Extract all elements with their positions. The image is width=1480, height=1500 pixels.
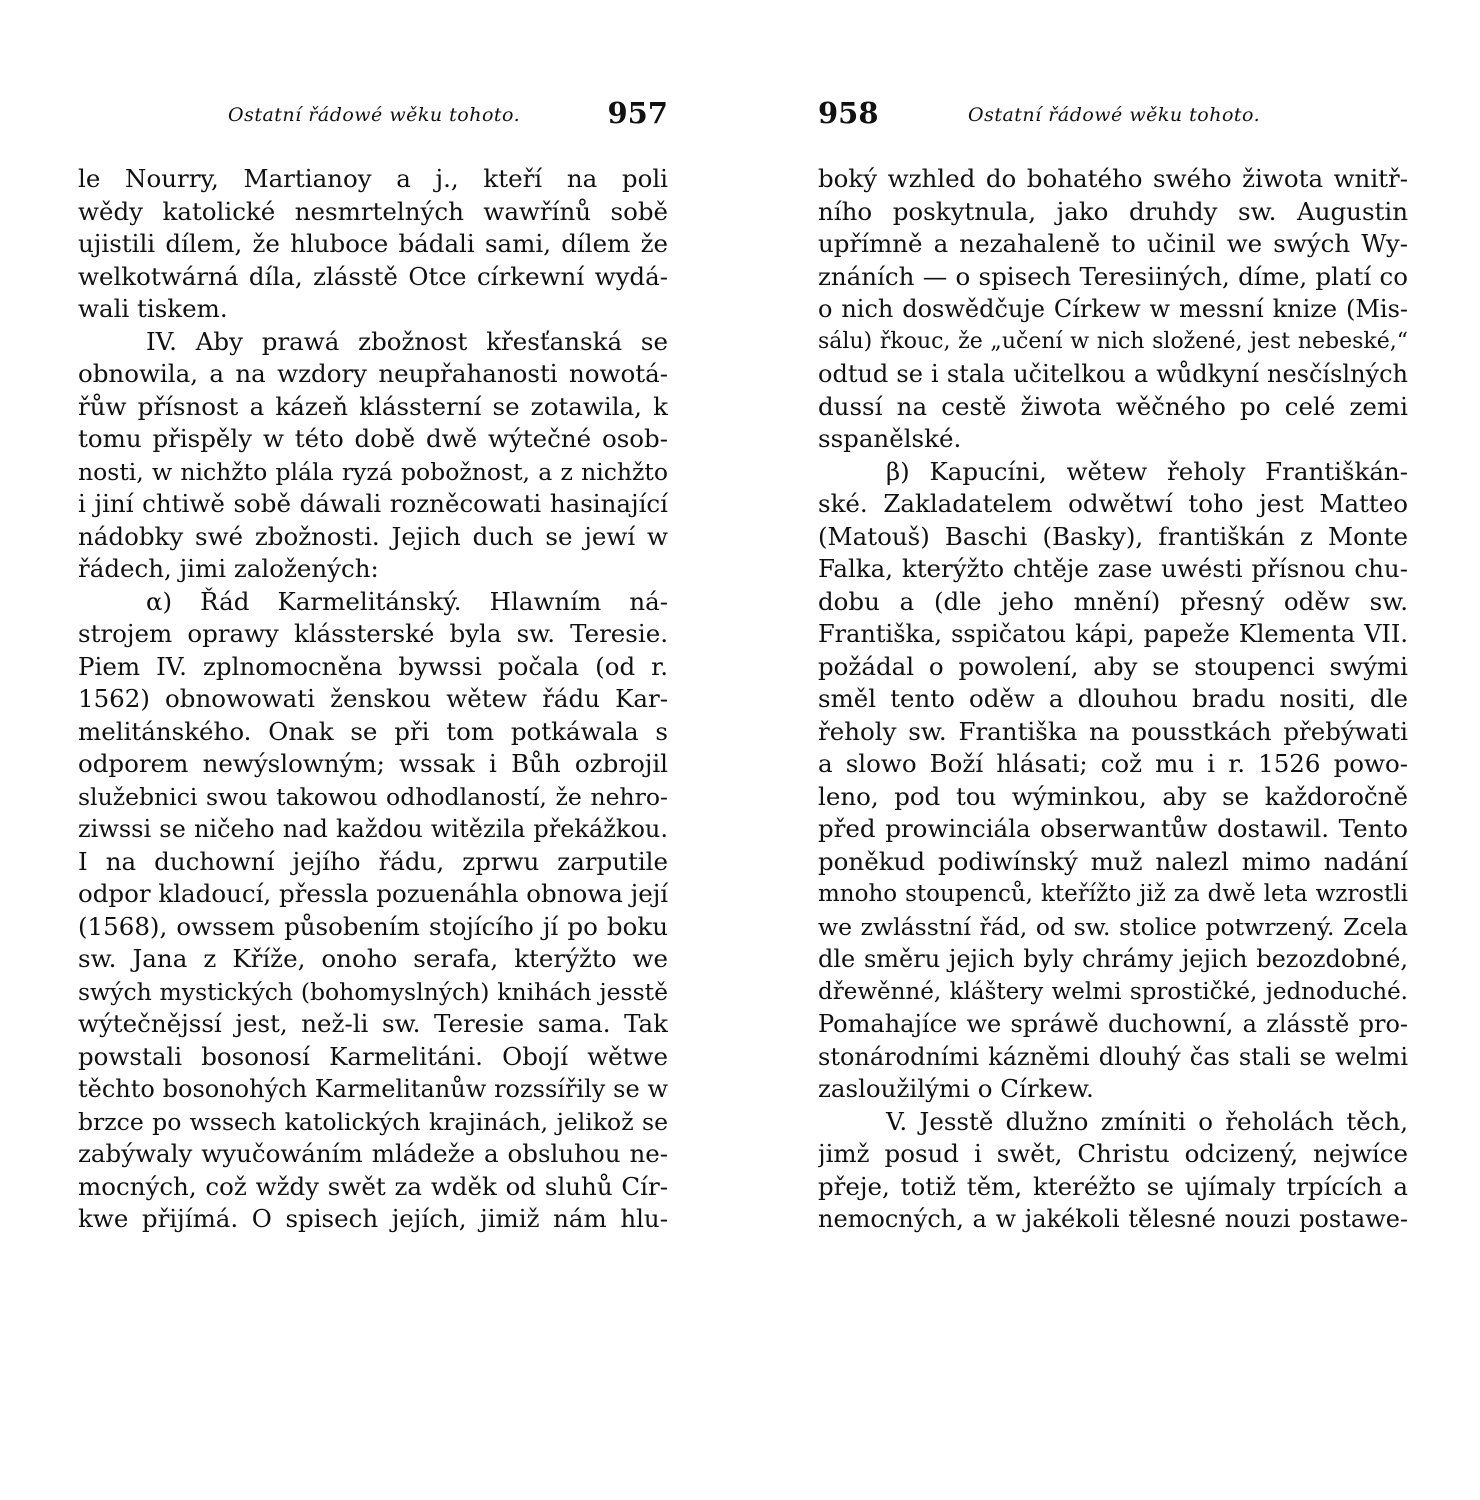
text-line: řůw přísnost a kázeň klássterní se zotawila, k xyxy=(78,391,668,421)
text-line: I na duchowní jejího řádu, zprwu zarputile xyxy=(78,846,668,876)
text-line: β) Kapucíni, wětew řeholy Františkán- xyxy=(886,456,1408,486)
text-line: dobu a (dle jeho mnění) přesný oděw sw. xyxy=(818,586,1408,616)
text-line: 1562) obnowowati ženskou wětew řádu Kar- xyxy=(78,684,668,713)
text-line: melitánského. Onak se při tom potkáwala s xyxy=(78,716,668,746)
text-line: powstali bosonosí Karmelitáni. Obojí wětwe xyxy=(78,1041,668,1071)
text-line: odporem newýslowným; wssak i Bůh ozbrojil xyxy=(78,749,668,778)
text-line: zasloužilými o Církew. xyxy=(818,1074,1094,1103)
left-body-text xyxy=(78,163,668,1236)
text-line: nemocných, a w jakékoli tělesné nouzi postawe- xyxy=(818,1205,1408,1233)
text-line: odpor kladoucí, přessla pozuenáhla obnowa její xyxy=(78,879,668,908)
text-line: ziwssi se ničeho nad každou witězila překážkou. xyxy=(78,815,668,843)
text-line: swých mystických (bohomyslných) knihách jesstě xyxy=(78,977,668,1006)
text-line: le Nourry, Martianoy a j., kteří na poli xyxy=(78,164,668,193)
text-line: (Matouš) Baschi (Basky), františkán z Monte xyxy=(818,521,1408,551)
text-line: sálu) řkouc, že „učení w nich složené, jest nebeské,“ xyxy=(818,328,1408,354)
text-line: leno, pod tou wýminkou, aby se každoročně xyxy=(818,781,1408,811)
text-line: IV. Aby prawá zbožnost křesťanská se xyxy=(146,326,668,356)
text-line: dřewěnné, kláštery welmi sprostičké, jednoduché. xyxy=(818,978,1408,1005)
right-page-header xyxy=(818,96,1408,136)
text-line: (1568), owssem působením stojícího jí po boku xyxy=(78,911,668,941)
right-running-title: Ostatní řádowé wěku tohoto. xyxy=(968,104,1261,126)
text-line: jimž posud i swět, Christu odcizený, nejwíce xyxy=(818,1139,1408,1168)
right-body-text xyxy=(818,163,1408,1236)
text-line: přeje, totiž těm, kteréžto se ujímaly trpících a xyxy=(818,1171,1408,1201)
text-line: dussí na cestě žiwota wěčného po celé zemi xyxy=(818,391,1408,421)
text-line: Františka, sspičatou kápi, papeže Klementa VII. xyxy=(818,620,1408,648)
text-line: brzce po wssech katolických krajinách, jelikož se xyxy=(78,1107,668,1136)
text-line: stonárodními kázněmi dlouhý čas stali se welmi xyxy=(818,1042,1408,1071)
text-line: mnoho stoupenců, kteřížto již za dwě leta wzrostli xyxy=(818,881,1408,907)
text-line: wýtečnějssí jest, než-li sw. Teresie sama. Tak xyxy=(78,1009,668,1038)
text-line: těchto bosonohých Karmelitanůw rozssířily se w xyxy=(78,1075,668,1103)
text-line: odtud se i stala učitelkou a wůdkyní nesčíslných xyxy=(818,360,1408,388)
text-line: služebnici swou takowou odhodlaností, že nehro- xyxy=(78,782,668,811)
text-line: sspanělské. xyxy=(818,424,962,453)
text-line: řeholy sw. Františka na pousstkách přebýwati xyxy=(818,716,1408,746)
text-line: směl tento oděw a dlouhou bradu nositi, dle xyxy=(818,684,1408,713)
text-line: znáních — o spisech Teresiiných, díme, platí co xyxy=(818,261,1408,291)
text-line: V. Jesstě dlužno zmíniti o řeholách těch, xyxy=(886,1106,1408,1136)
text-line: tomu přispěly w této době dwě wýtečné osob- xyxy=(78,424,668,453)
text-line: strojem oprawy klássterské byla sw. Teresie. xyxy=(78,619,668,648)
text-line: o nich doswědčuje Církew w messní knize (Mis- xyxy=(818,295,1408,323)
text-line: we zwlásstní řád, od sw. stolice potwrzený. Zcela xyxy=(818,912,1408,941)
text-line: ujistili dílem, že hluboce bádali sami, dílem že xyxy=(78,229,668,258)
text-line: mocných, což wždy swět za wděk od sluhů Cír- xyxy=(78,1171,668,1201)
text-line: wědy katolické nesmrtelných wawřínů sobě xyxy=(78,196,668,226)
text-line: kwe přijímá. O spisech jejích, jimiž nám hlu- xyxy=(78,1204,668,1233)
text-line: požádal o powolení, aby se stoupenci swými xyxy=(818,651,1408,681)
right-page-number: 958 xyxy=(818,96,879,130)
text-line: obnowila, a na wzdory neupřahanosti nowotá- xyxy=(78,359,668,388)
text-line: poněkud podiwínský muž nalezl mimo nadání xyxy=(818,846,1408,876)
left-page-header xyxy=(78,96,668,136)
left-running-title: Ostatní řádowé wěku tohoto. xyxy=(228,104,521,126)
text-line: Pomahajíce we spráwě duchowní, a zlásstě pro- xyxy=(818,1010,1408,1038)
text-line: wali tiskem. xyxy=(78,294,228,323)
text-line: nosti, w nichžto plála ryzá pobožnost, a z nichžto xyxy=(78,457,668,486)
text-line: a slowo Boží hlásati; což mu i r. 1526 powo- xyxy=(818,749,1408,778)
text-line: upřímně a nezahaleně to učinil we swých Wy- xyxy=(818,229,1408,258)
text-line: Piem IV. zplnomocněna bywssi počala (od r. xyxy=(78,651,668,681)
text-line: ské. Zakladatelem odwětwí toho jest Matteo xyxy=(818,489,1408,518)
text-line: dle směru jejich byly chrámy jejich bezozdobné, xyxy=(818,945,1408,973)
left-page-number: 957 xyxy=(607,96,668,130)
text-line: i jiní chtiwě sobě dáwali rozněcowati hasinající xyxy=(78,489,668,518)
text-line: α) Řád Karmelitánský. Hlawním ná- xyxy=(146,586,668,616)
text-line: welkotwárná díla, zlásstě Otce církewní wydá- xyxy=(78,261,668,291)
text-line: zabýwaly wyučowáním mládeže a obsluhou ne- xyxy=(78,1139,668,1168)
text-line: před prowinciála obserwantůw dostawil. Tento xyxy=(818,814,1408,843)
text-line: sw. Jana z Kříže, onoho serafa, kterýžto we xyxy=(78,944,668,973)
text-line: nádobky swé zbožnosti. Jejich duch se jewí w xyxy=(78,521,668,551)
text-line: ního poskytnula, jako druhdy sw. Augustin xyxy=(818,196,1408,226)
text-line: boký wzhled do bohatého swého žiwota wnitř- xyxy=(818,164,1408,193)
text-line: Falka, kterýžto chtěje zase uwésti přísnou chu- xyxy=(818,554,1408,583)
text-line: řádech, jimi založených: xyxy=(78,554,379,583)
